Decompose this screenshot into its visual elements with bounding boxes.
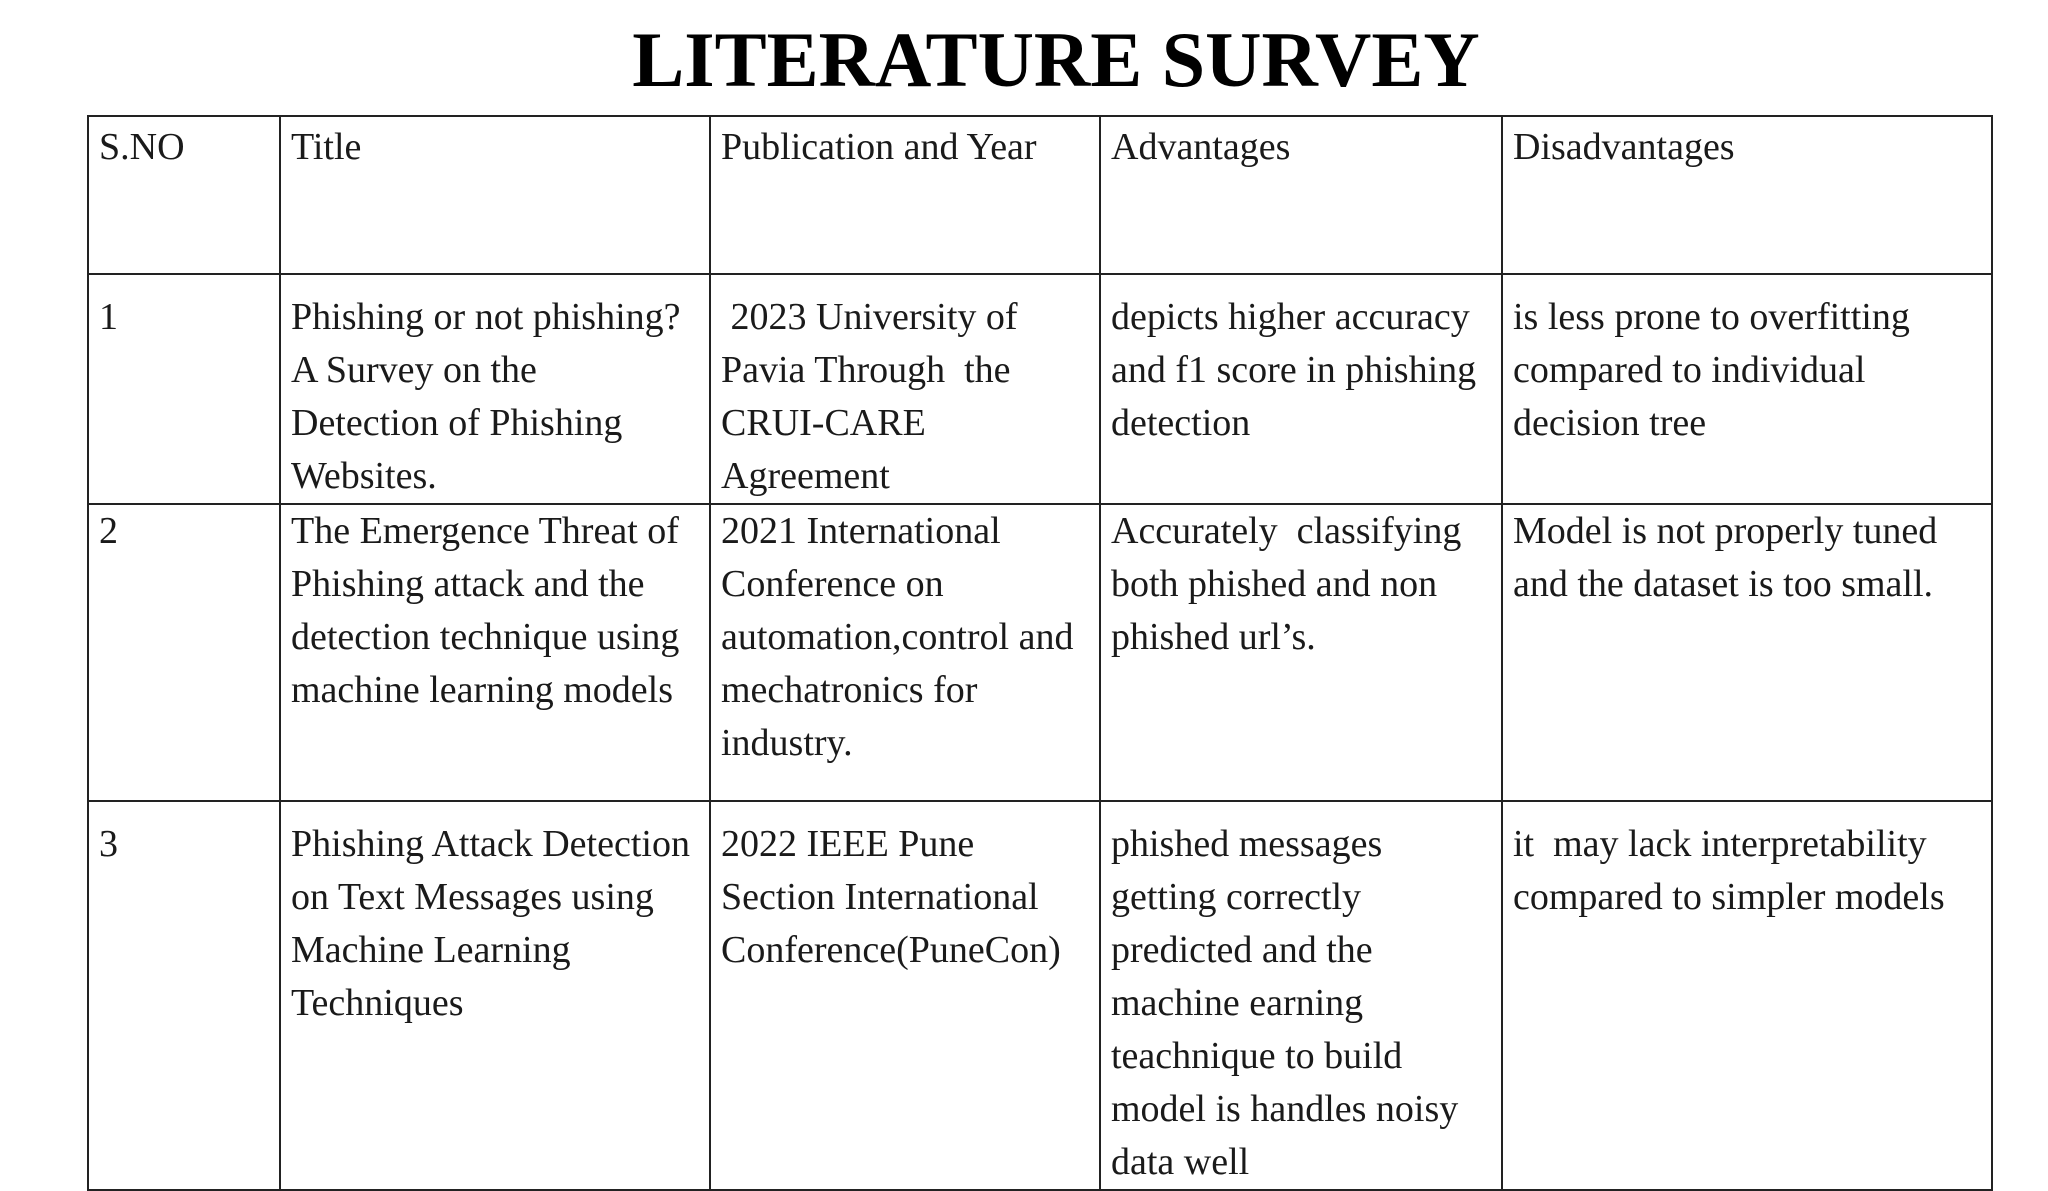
cell-title: Phishing Attack Detection on Text Messages using Machine Learning Techniques xyxy=(280,801,710,1190)
cell-disadvantages: Model is not properly tuned and the dataset is too small. xyxy=(1502,504,1992,801)
cell-advantages: Accurately classifying both phished and non phished url’s. xyxy=(1100,504,1502,801)
cell-title: The Emergence Threat of Phishing attack and the detection technique using machine learning models xyxy=(280,504,710,801)
cell-sno: 2 xyxy=(88,504,280,801)
table-row xyxy=(88,801,1992,1190)
cell-sno: 1 xyxy=(88,274,280,504)
cell-title: Phishing or not phishing? A Survey on the Detection of Phishing Websites. xyxy=(280,274,710,504)
cell-publication: 2022 IEEE Pune Section International Conference(PuneCon) xyxy=(710,801,1100,1190)
cell-publication: 2021 International Conference on automation,control and mechatronics for industry. xyxy=(710,504,1100,801)
cell-advantages: depicts higher accuracy and f1 score in phishing detection xyxy=(1100,274,1502,504)
table-row xyxy=(88,504,1992,801)
header-publication: Publication and Year xyxy=(710,116,1100,274)
cell-publication: 2023 University of Pavia Through the CRUI-CARE Agreement xyxy=(710,274,1100,504)
cell-sno: 3 xyxy=(88,801,280,1190)
document-title: LITERATURE SURVEY xyxy=(632,16,1480,103)
literature-survey-table xyxy=(87,115,1993,1191)
cell-advantages: phished messages getting correctly predicted and the machine earning teachnique to build model is handles noisy data well xyxy=(1100,801,1502,1190)
table-row xyxy=(88,274,1992,504)
header-title: Title xyxy=(280,116,710,274)
cell-disadvantages: it may lack interpretability compared to simpler models xyxy=(1502,801,1992,1190)
table-header-row xyxy=(88,116,1992,274)
cell-disadvantages: is less prone to overfitting compared to individual decision tree xyxy=(1502,274,1992,504)
header-disadvantages: Disadvantages xyxy=(1502,116,1992,274)
header-sno: S.NO xyxy=(88,116,280,274)
header-advantages: Advantages xyxy=(1100,116,1502,274)
